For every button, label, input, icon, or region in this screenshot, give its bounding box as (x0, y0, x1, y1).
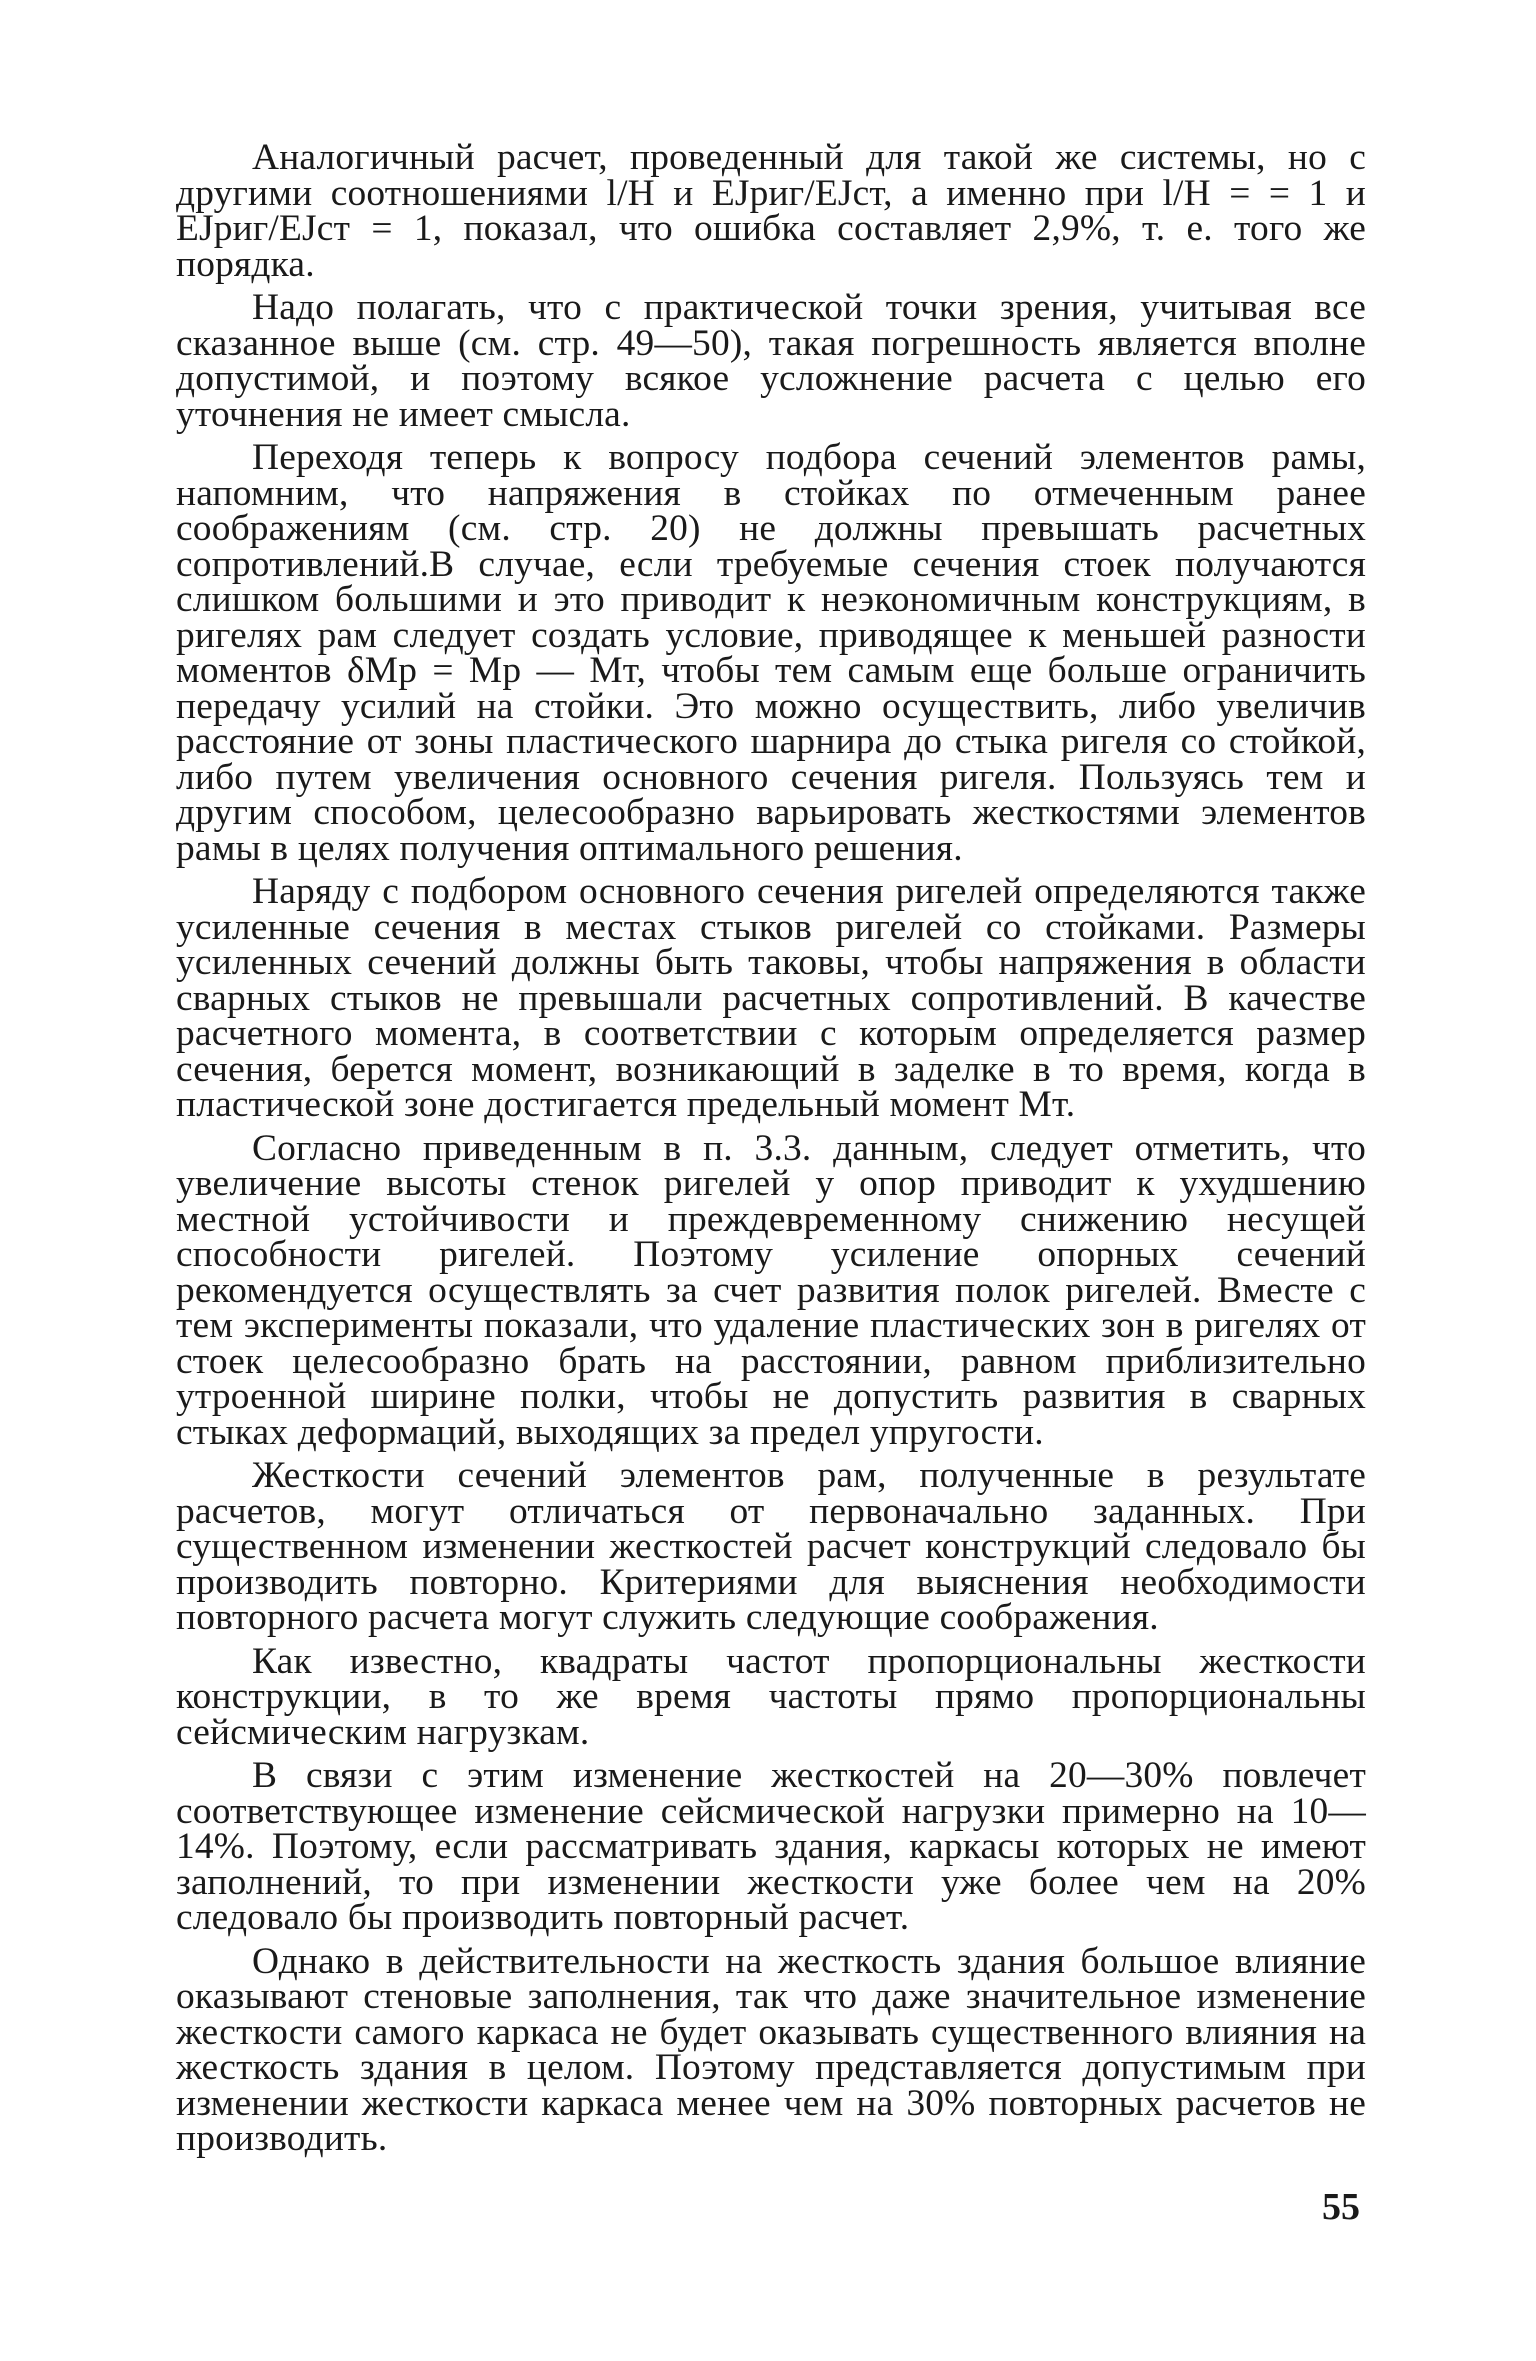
paragraph-3: Переходя теперь к вопросу подбора сечений элементов рамы, напомним, что напряжения в стойках по отмеченным ранее соображениям (см. стр. 20) не должны превышать расчетных сопротивлений.В случае, если требуемые сечения стоек получаются слишком большими и это приводит к неэкономичным конструкциям, в ригелях рам следует создать условие, приводящее к меньшей разности моментов δMp = Mp — Mт, чтобы тем самым еще больше ограничить передачу усилий на стойки. Это можно осуществить, либо увеличив расстояние от зоны пластического шарнира до стыка ригеля со стойкой, либо путем увеличения основного сечения ригеля. Пользуясь тем и другим способом, целесообразно варьировать жесткостями элементов рамы в целях получения оптимального решения. (176, 437, 1366, 869)
paragraph-5: Согласно приведенным в п. 3.3. данным, следует отметить, что увеличение высоты стенок ригелей у опор приводит к ухудшению местной устойчивости и преждевременному снижению несущей способности ригелей. Поэтому усиление опорных сечений рекомендуется осуществлять за счет развития полок ригелей. Вместе с тем эксперименты показали, что удаление пластических зон в ригелях от стоек целесообразно брать на расстоянии, равном приблизительно утроенной ширине полки, чтобы не допустить развития в сварных стыках деформаций, выходящих за предел упругости. (176, 1127, 1366, 1453)
paragraph-4: Наряду с подбором основного сечения ригелей определяются также усиленные сечения в местах стыков ригелей со стойками. Размеры усиленных сечений должны быть таковы, чтобы напряжения в области сварных стыков не превышали расчетных сопротивлений. В качестве расчетного момента, в соответствии с которым определяется размер сечения, берется момент, возникающий в заделке в то время, когда в пластической зоне достигается предельный момент Mт. (176, 871, 1366, 1125)
page-body (176, 137, 1366, 2165)
paragraph-2: Надо полагать, что с практической точки зрения, учитывая все сказанное выше (см. стр. 49—50), такая погрешность является вполне допустимой, и поэтому всякое усложнение расчета с целью его уточнения не имеет смысла. (176, 287, 1366, 435)
paragraph-9: Однако в действительности на жесткость здания большое влияние оказывают стеновые заполнения, так что даже значительное изменение жесткости самого каркаса не будет оказывать существенного влияния на жесткость здания в целом. Поэтому представляется допустимым при изменении жесткости каркаса менее чем на 30% повторных расчетов не производить. (176, 1940, 1366, 2159)
paragraph-1: Аналогичный расчет, проведенный для такой же системы, но с другими соотношениями l/H и EJриг/EJст, а именно при l/H = = 1 и EJриг/EJст = 1, показал, что ошибка составляет 2,9%, т. е. того же порядка. (176, 137, 1366, 285)
paragraph-6: Жесткости сечений элементов рам, полученные в результате расчетов, могут отличаться от первоначально заданных. При существенном изменении жесткостей расчет конструкций следовало бы производить повторно. Критериями для выяснения необходимости повторного расчета могут служить следующие соображения. (176, 1455, 1366, 1638)
paragraph-8: В связи с этим изменение жесткостей на 20—30% повлечет соответствующее изменение сейсмической нагрузки примерно на 10—14%. Поэтому, если рассматривать здания, каркасы которых не имеют заполнений, то при изменении жесткости уже более чем на 20% следовало бы производить повторный расчет. (176, 1755, 1366, 1938)
page-number: 55 (1322, 2186, 1360, 2228)
paragraph-7: Как известно, квадраты частот пропорциональны жесткости конструкции, в то же время частоты прямо пропорциональны сейсмическим нагрузкам. (176, 1640, 1366, 1753)
